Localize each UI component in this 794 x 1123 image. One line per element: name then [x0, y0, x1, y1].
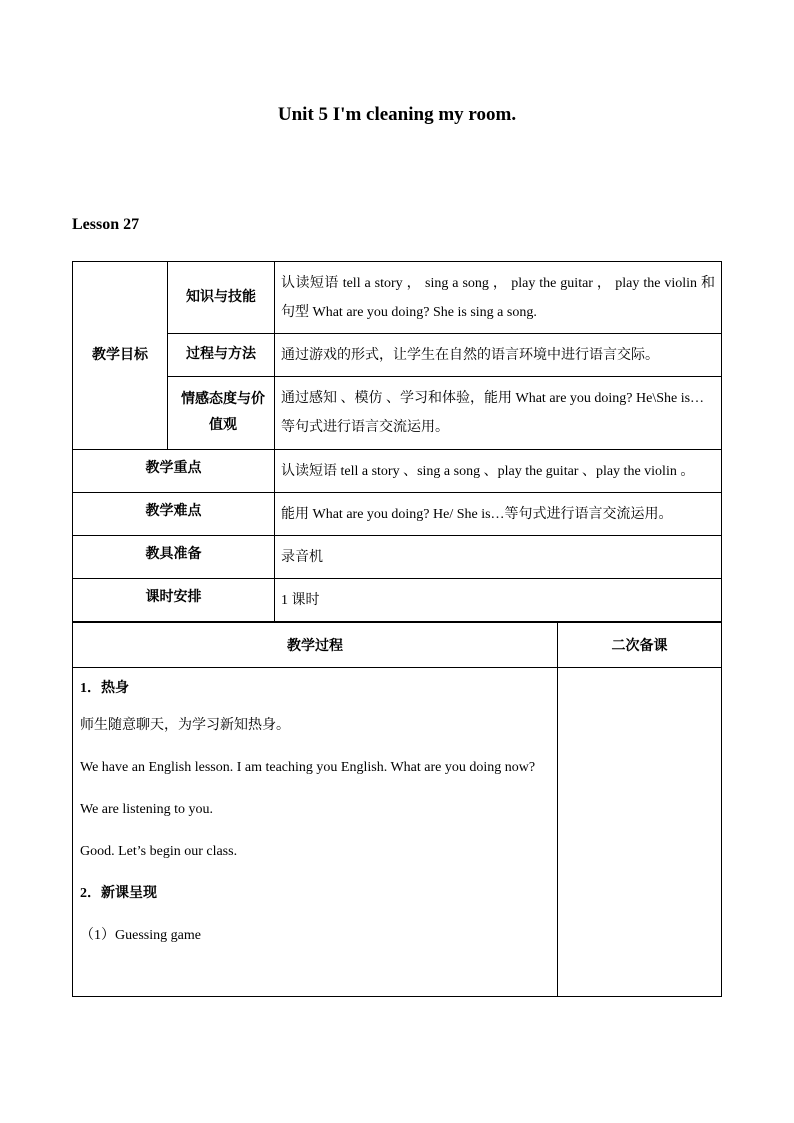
- difficulties-label: 教学难点: [73, 493, 275, 536]
- table-row: [73, 623, 722, 668]
- objective-content-knowledge: 认读短语 tell a story ， sing a song ， play the guitar ， play the violin 和句型 What are you doing? She is sing a song.: [275, 262, 722, 334]
- process-line: We have an English lesson. I am teaching you English. What are you doing now?: [80, 760, 536, 775]
- process-line: We are listening to you.: [80, 802, 214, 817]
- objective-content-attitude: 通过感知 、模仿 、学习和体验，能用 What are you doing? He\She is… 等句式进行语言交流运用。: [275, 377, 722, 450]
- revision-header: 二次备课: [558, 623, 722, 668]
- teaching-aids-content: 录音机: [275, 536, 722, 579]
- objective-label-knowledge: 知识与技能: [168, 262, 275, 334]
- objective-content-process: 通过游戏的形式，让学生在自然的语言环境中进行语言交际。: [275, 334, 722, 377]
- process-line: 师生随意聊天，为学习新知热身。: [80, 718, 290, 733]
- process-line: Good. Let’s begin our class.: [80, 844, 238, 859]
- process-header: 教学过程: [73, 623, 558, 668]
- teaching-aids-label: 教具准备: [73, 536, 275, 579]
- table-row: [73, 262, 722, 334]
- revision-body: [558, 668, 722, 997]
- objective-label-process: 过程与方法: [168, 334, 275, 377]
- table-row: [73, 493, 722, 536]
- teaching-process-table: [72, 622, 722, 997]
- key-points-content: 认读短语 tell a story 、sing a song 、play the guitar 、play the violin 。: [275, 450, 722, 493]
- lesson-heading: Lesson 27: [72, 216, 140, 233]
- objectives-label: 教学目标: [73, 262, 168, 450]
- table-row: [73, 579, 722, 622]
- table-row: [73, 536, 722, 579]
- difficulties-content: 能用 What are you doing? He/ She is…等句式进行语言交流运用。: [275, 493, 722, 536]
- schedule-label: 课时安排: [73, 579, 275, 622]
- table-row: [73, 668, 722, 997]
- schedule-content: 1 课时: [275, 579, 722, 622]
- table-row: [73, 377, 722, 450]
- table-row: [73, 334, 722, 377]
- process-line: （1）Guessing game: [80, 928, 201, 943]
- section-warmup: 1．热身: [80, 681, 129, 696]
- process-body: [73, 668, 558, 997]
- objective-label-attitude: 情感态度与价值观: [168, 377, 275, 450]
- section-new-lesson: 2．新课呈现: [80, 886, 157, 901]
- document-title: Unit 5 I'm cleaning my room.: [277, 104, 517, 125]
- table-row: [73, 450, 722, 493]
- lesson-info-table: [72, 261, 722, 622]
- key-points-label: 教学重点: [73, 450, 275, 493]
